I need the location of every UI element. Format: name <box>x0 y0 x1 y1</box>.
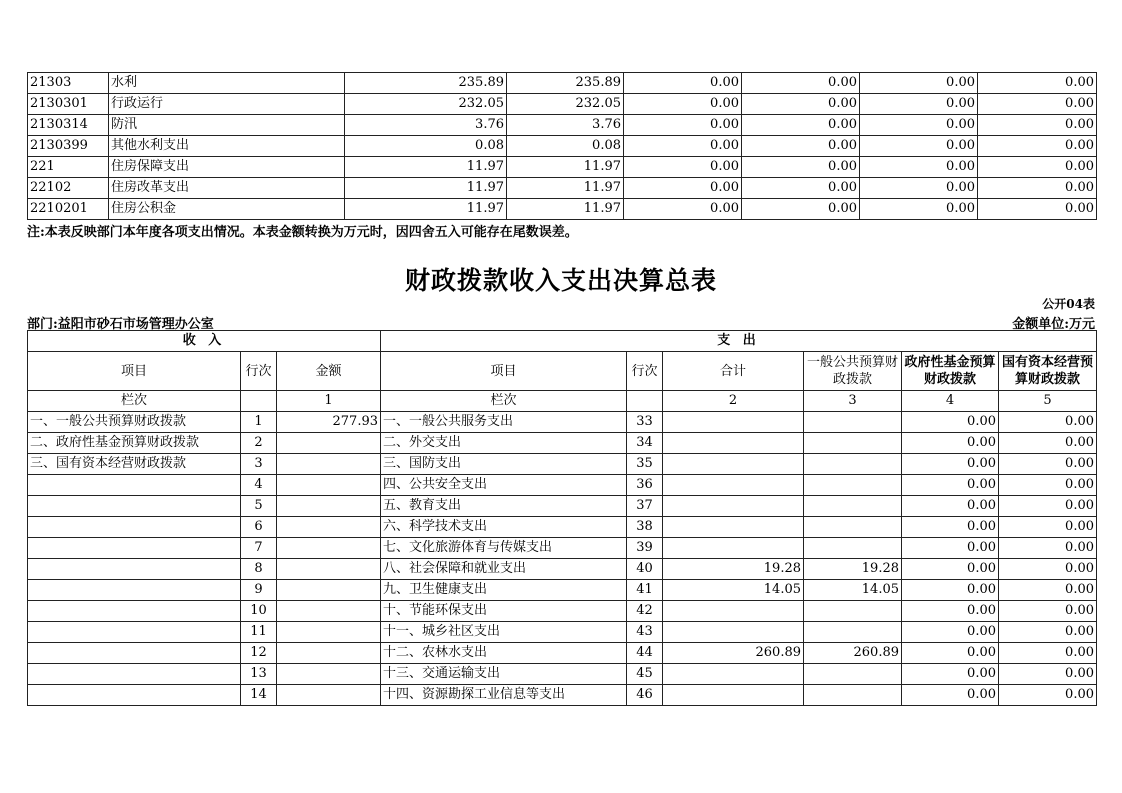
income-row-no-cell: 11 <box>241 622 277 643</box>
amount-cell: 0.00 <box>742 73 860 94</box>
income-amount-cell <box>277 622 381 643</box>
expense-row-no-cell: 37 <box>627 496 663 517</box>
table-row <box>28 115 1097 136</box>
expense-item-cell: 九、卫生健康支出 <box>381 580 627 601</box>
income-item-cell <box>28 622 241 643</box>
amount-cell: 0.00 <box>742 115 860 136</box>
income-amount-cell <box>277 685 381 706</box>
subject-code-cell: 21303 <box>28 73 109 94</box>
header-general-budget: 一般公共预算财政拨款 <box>804 352 902 391</box>
header-income-row-no: 行次 <box>241 352 277 391</box>
gov-fund-cell: 0.00 <box>902 622 999 643</box>
col-index-3: 3 <box>804 391 902 412</box>
col-index-2: 2 <box>663 391 804 412</box>
expense-item-cell: 十一、城乡社区支出 <box>381 622 627 643</box>
general-budget-cell <box>804 685 902 706</box>
general-budget-cell <box>804 601 902 622</box>
unit-label: 金额单位:万元 <box>1012 317 1095 332</box>
gov-fund-cell: 0.00 <box>902 643 999 664</box>
state-capital-cell: 0.00 <box>999 601 1097 622</box>
expense-item-cell: 八、社会保障和就业支出 <box>381 559 627 580</box>
income-item-cell: 一、一般公共预算财政拨款 <box>28 412 241 433</box>
state-capital-cell: 0.00 <box>999 580 1097 601</box>
amount-cell: 0.00 <box>742 157 860 178</box>
state-capital-cell: 0.00 <box>999 433 1097 454</box>
column-index-row <box>28 391 1097 412</box>
total-cell <box>663 664 804 685</box>
income-amount-cell <box>277 538 381 559</box>
gov-fund-cell: 0.00 <box>902 433 999 454</box>
amount-cell: 0.00 <box>624 136 742 157</box>
table-row <box>28 622 1097 643</box>
state-capital-cell: 0.00 <box>999 643 1097 664</box>
total-cell <box>663 454 804 475</box>
state-capital-cell: 0.00 <box>999 559 1097 580</box>
general-budget-cell <box>804 475 902 496</box>
income-section-header: 收 入 <box>28 331 381 352</box>
expense-row-no-cell: 41 <box>627 580 663 601</box>
general-budget-cell <box>804 433 902 454</box>
expense-item-cell: 十、节能环保支出 <box>381 601 627 622</box>
table-row <box>28 157 1097 178</box>
expense-item-cell: 十四、资源勘探工业信息等支出 <box>381 685 627 706</box>
amount-cell: 0.00 <box>624 94 742 115</box>
expense-row-no-cell: 42 <box>627 601 663 622</box>
amount-cell: 11.97 <box>507 157 624 178</box>
amount-cell: 0.00 <box>860 157 978 178</box>
table-row <box>28 433 1097 454</box>
col-index-empty <box>241 391 277 412</box>
gov-fund-cell: 0.00 <box>902 538 999 559</box>
income-item-cell <box>28 559 241 580</box>
header-state-capital: 国有资本经营预算财政拨款 <box>999 352 1097 391</box>
income-row-no-cell: 8 <box>241 559 277 580</box>
amount-cell: 0.00 <box>624 115 742 136</box>
state-capital-cell: 0.00 <box>999 664 1097 685</box>
table-row <box>28 538 1097 559</box>
expense-row-no-cell: 33 <box>627 412 663 433</box>
income-row-no-cell: 6 <box>241 517 277 538</box>
header-income-item: 项目 <box>28 352 241 391</box>
total-cell <box>663 601 804 622</box>
expense-item-cell: 十二、农林水支出 <box>381 643 627 664</box>
expense-item-cell: 五、教育支出 <box>381 496 627 517</box>
gov-fund-cell: 0.00 <box>902 517 999 538</box>
income-amount-cell <box>277 601 381 622</box>
gov-fund-cell: 0.00 <box>902 412 999 433</box>
expense-row-no-cell: 44 <box>627 643 663 664</box>
table-row <box>28 496 1097 517</box>
department-label: 部门:益阳市砂石市场管理办公室 <box>27 317 214 332</box>
amount-cell: 0.00 <box>978 199 1097 220</box>
expense-section-header: 支 出 <box>381 331 1097 352</box>
gov-fund-cell: 0.00 <box>902 454 999 475</box>
gov-fund-cell: 0.00 <box>902 685 999 706</box>
income-row-no-cell: 2 <box>241 433 277 454</box>
gov-fund-cell: 0.00 <box>902 601 999 622</box>
general-budget-cell: 260.89 <box>804 643 902 664</box>
total-cell <box>663 496 804 517</box>
amount-cell: 11.97 <box>507 178 624 199</box>
income-amount-cell <box>277 517 381 538</box>
total-cell: 14.05 <box>663 580 804 601</box>
table-row <box>28 454 1097 475</box>
general-budget-cell <box>804 517 902 538</box>
subject-name-cell: 行政运行 <box>109 94 345 115</box>
income-expense-summary-table <box>27 330 1097 706</box>
amount-cell: 11.97 <box>345 178 507 199</box>
income-amount-cell <box>277 433 381 454</box>
expense-item-cell: 三、国防支出 <box>381 454 627 475</box>
form-code: 公开04表 <box>1042 297 1095 311</box>
general-budget-cell <box>804 496 902 517</box>
income-amount-cell <box>277 496 381 517</box>
subject-code-cell: 22102 <box>28 178 109 199</box>
table-row <box>28 559 1097 580</box>
income-item-cell: 三、国有资本经营财政拨款 <box>28 454 241 475</box>
general-budget-cell <box>804 538 902 559</box>
summary-body <box>28 331 1097 706</box>
subject-name-cell: 其他水利支出 <box>109 136 345 157</box>
amount-cell: 0.08 <box>507 136 624 157</box>
income-item-cell <box>28 580 241 601</box>
expense-row-no-cell: 34 <box>627 433 663 454</box>
amount-cell: 0.00 <box>978 178 1097 199</box>
amount-cell: 0.00 <box>742 94 860 115</box>
subject-name-cell: 住房公积金 <box>109 199 345 220</box>
table-row <box>28 601 1097 622</box>
col-label-income: 栏次 <box>28 391 241 412</box>
table-row <box>28 664 1097 685</box>
expense-row-no-cell: 35 <box>627 454 663 475</box>
amount-cell: 0.00 <box>860 115 978 136</box>
general-budget-cell: 14.05 <box>804 580 902 601</box>
col-index-1: 1 <box>277 391 381 412</box>
income-item-cell <box>28 685 241 706</box>
total-cell <box>663 433 804 454</box>
col-index-5: 5 <box>999 391 1097 412</box>
subject-code-cell: 221 <box>28 157 109 178</box>
state-capital-cell: 0.00 <box>999 685 1097 706</box>
state-capital-cell: 0.00 <box>999 496 1097 517</box>
amount-cell: 11.97 <box>345 199 507 220</box>
expense-item-cell: 一、一般公共服务支出 <box>381 412 627 433</box>
expense-item-cell: 十三、交通运输支出 <box>381 664 627 685</box>
subject-name-cell: 防汛 <box>109 115 345 136</box>
table-row <box>28 580 1097 601</box>
general-budget-cell <box>804 622 902 643</box>
col-label-expense: 栏次 <box>381 391 627 412</box>
expense-row-no-cell: 36 <box>627 475 663 496</box>
amount-cell: 235.89 <box>507 73 624 94</box>
table-row <box>28 94 1097 115</box>
income-amount-cell <box>277 580 381 601</box>
income-item-cell <box>28 643 241 664</box>
income-row-no-cell: 12 <box>241 643 277 664</box>
col-index-empty <box>627 391 663 412</box>
income-amount-cell: 277.93 <box>277 412 381 433</box>
amount-cell: 232.05 <box>507 94 624 115</box>
header-expense-item: 项目 <box>381 352 627 391</box>
gov-fund-cell: 0.00 <box>902 475 999 496</box>
expense-row-no-cell: 43 <box>627 622 663 643</box>
income-item-cell <box>28 664 241 685</box>
header-income-amount: 金额 <box>277 352 381 391</box>
amount-cell: 0.00 <box>978 94 1097 115</box>
income-item-cell <box>28 496 241 517</box>
state-capital-cell: 0.00 <box>999 538 1097 559</box>
amount-cell: 0.00 <box>978 136 1097 157</box>
subject-name-cell: 水利 <box>109 73 345 94</box>
general-budget-cell <box>804 664 902 685</box>
income-row-no-cell: 1 <box>241 412 277 433</box>
state-capital-cell: 0.00 <box>999 412 1097 433</box>
total-cell <box>663 412 804 433</box>
amount-cell: 3.76 <box>507 115 624 136</box>
income-amount-cell <box>277 559 381 580</box>
total-cell <box>663 517 804 538</box>
total-cell: 260.89 <box>663 643 804 664</box>
col-index-4: 4 <box>902 391 999 412</box>
expense-row-no-cell: 45 <box>627 664 663 685</box>
column-header-row <box>28 352 1097 391</box>
total-cell <box>663 538 804 559</box>
table-row <box>28 136 1097 157</box>
income-amount-cell <box>277 643 381 664</box>
income-row-no-cell: 4 <box>241 475 277 496</box>
table-row <box>28 685 1097 706</box>
table-row <box>28 178 1097 199</box>
state-capital-cell: 0.00 <box>999 622 1097 643</box>
amount-cell: 232.05 <box>345 94 507 115</box>
amount-cell: 0.00 <box>742 136 860 157</box>
state-capital-cell: 0.00 <box>999 517 1097 538</box>
general-budget-cell: 19.28 <box>804 559 902 580</box>
amount-cell: 235.89 <box>345 73 507 94</box>
table-note: 注:本表反映部门本年度各项支出情况。本表金额转换为万元时，因四舍五入可能存在尾数误差。 <box>27 225 578 240</box>
expense-item-cell: 二、外交支出 <box>381 433 627 454</box>
income-row-no-cell: 3 <box>241 454 277 475</box>
expense-row-no-cell: 38 <box>627 517 663 538</box>
income-row-no-cell: 10 <box>241 601 277 622</box>
income-amount-cell <box>277 454 381 475</box>
income-row-no-cell: 14 <box>241 685 277 706</box>
header-gov-fund: 政府性基金预算财政拨款 <box>902 352 999 391</box>
table-row <box>28 73 1097 94</box>
gov-fund-cell: 0.00 <box>902 496 999 517</box>
amount-cell: 0.00 <box>624 157 742 178</box>
income-amount-cell <box>277 475 381 496</box>
expense-row-no-cell: 46 <box>627 685 663 706</box>
section-header-row <box>28 331 1097 352</box>
expense-detail-body <box>28 73 1097 220</box>
expense-detail-table <box>27 72 1097 220</box>
table-row <box>28 199 1097 220</box>
amount-cell: 0.00 <box>624 199 742 220</box>
income-item-cell <box>28 517 241 538</box>
amount-cell: 0.00 <box>860 136 978 157</box>
header-total: 合计 <box>663 352 804 391</box>
amount-cell: 0.00 <box>860 73 978 94</box>
income-row-no-cell: 9 <box>241 580 277 601</box>
table-row <box>28 643 1097 664</box>
table-row <box>28 475 1097 496</box>
amount-cell: 3.76 <box>345 115 507 136</box>
gov-fund-cell: 0.00 <box>902 664 999 685</box>
expense-item-cell: 四、公共安全支出 <box>381 475 627 496</box>
page-title: 财政拨款收入支出决算总表 <box>404 266 717 295</box>
amount-cell: 11.97 <box>507 199 624 220</box>
expense-item-cell: 七、文化旅游体育与传媒支出 <box>381 538 627 559</box>
amount-cell: 11.97 <box>345 157 507 178</box>
income-item-cell: 二、政府性基金预算财政拨款 <box>28 433 241 454</box>
expense-row-no-cell: 39 <box>627 538 663 559</box>
subject-name-cell: 住房保障支出 <box>109 157 345 178</box>
income-row-no-cell: 7 <box>241 538 277 559</box>
general-budget-cell <box>804 454 902 475</box>
amount-cell: 0.00 <box>860 178 978 199</box>
amount-cell: 0.00 <box>860 94 978 115</box>
header-expense-row-no: 行次 <box>627 352 663 391</box>
total-cell <box>663 685 804 706</box>
table-row <box>28 517 1097 538</box>
gov-fund-cell: 0.00 <box>902 580 999 601</box>
table-row <box>28 412 1097 433</box>
state-capital-cell: 0.00 <box>999 475 1097 496</box>
subject-code-cell: 2130399 <box>28 136 109 157</box>
state-capital-cell: 0.00 <box>999 454 1097 475</box>
income-row-no-cell: 5 <box>241 496 277 517</box>
amount-cell: 0.00 <box>624 73 742 94</box>
amount-cell: 0.08 <box>345 136 507 157</box>
income-row-no-cell: 13 <box>241 664 277 685</box>
gov-fund-cell: 0.00 <box>902 559 999 580</box>
income-item-cell <box>28 601 241 622</box>
subject-code-cell: 2130314 <box>28 115 109 136</box>
income-item-cell <box>28 538 241 559</box>
subject-code-cell: 2210201 <box>28 199 109 220</box>
amount-cell: 0.00 <box>978 73 1097 94</box>
subject-code-cell: 2130301 <box>28 94 109 115</box>
general-budget-cell <box>804 412 902 433</box>
income-amount-cell <box>277 664 381 685</box>
total-cell: 19.28 <box>663 559 804 580</box>
amount-cell: 0.00 <box>978 115 1097 136</box>
subject-name-cell: 住房改革支出 <box>109 178 345 199</box>
amount-cell: 0.00 <box>742 178 860 199</box>
expense-row-no-cell: 40 <box>627 559 663 580</box>
total-cell <box>663 475 804 496</box>
amount-cell: 0.00 <box>978 157 1097 178</box>
expense-item-cell: 六、科学技术支出 <box>381 517 627 538</box>
amount-cell: 0.00 <box>860 199 978 220</box>
income-item-cell <box>28 475 241 496</box>
amount-cell: 0.00 <box>742 199 860 220</box>
amount-cell: 0.00 <box>624 178 742 199</box>
total-cell <box>663 622 804 643</box>
